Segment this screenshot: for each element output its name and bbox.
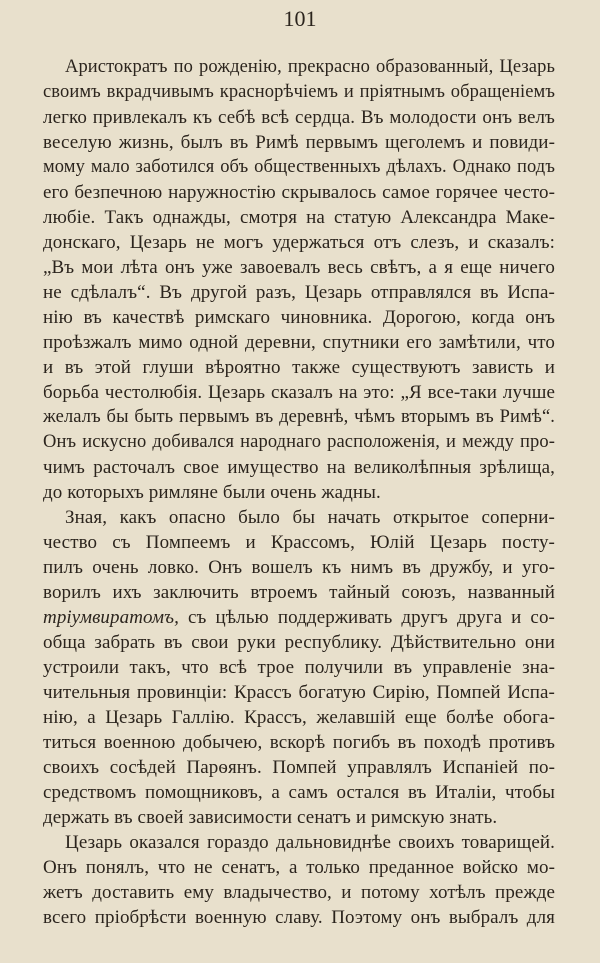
text-line: титься военною добычею, вскорѣ погибъ въ походѣ противъ: [43, 732, 555, 753]
text-line: желалъ бы быть первымъ въ деревнѣ, чѣмъ вторымъ въ Римѣ“.: [43, 407, 555, 427]
text-line: Аристократъ по рожденію, прекрасно образованный, Цезарь: [65, 57, 555, 77]
text-line: чимъ расточалъ свое имущество на великолѣпныя зрѣлища,: [43, 457, 555, 478]
text-line: Онъ искусно добивался народнаго расположенія, и между про-: [43, 432, 555, 452]
text-line: ворилъ ихъ заключить втроемъ тайный союзъ, названный: [43, 582, 555, 603]
text-line: Цезарь оказался гораздо дальновиднѣе своихъ товарищей.: [65, 832, 555, 853]
text-line: „Въ мои лѣта онъ уже завоевалъ весь свѣтъ, а я еще ничего: [43, 257, 555, 278]
text-line: мому мало заботился объ общественныхъ дѣлахъ. Однако подъ: [43, 157, 555, 177]
text-line: чество съ Помпеемъ и Крассомъ, Юлій Цезарь посту-: [43, 532, 555, 553]
text-line: донскаго, Цезарь не могъ удержаться отъ слезъ, и сказалъ:: [43, 232, 555, 253]
text-line: нію, а Цезарь Галлію. Крассъ, желавшій еще болѣе обога-: [43, 707, 555, 728]
text-line: жетъ доставить ему владычество, и потому хотѣлъ прежде: [43, 882, 555, 903]
text-line: своихъ сосѣдей Парѳянъ. Помпей управлялъ Испаніей по-: [43, 757, 555, 778]
text-line: пилъ очень ловко. Онъ вошелъ къ нимъ въ дружбу, и уго-: [43, 557, 555, 578]
italic-term: тріумвиратомъ,: [43, 607, 179, 628]
paragraph-2: [43, 505, 555, 830]
text-line: Онъ понялъ, что не сенатъ, а только преданное войско мо-: [43, 857, 555, 878]
text-line-rest: съ цѣлью поддерживать другъ друга и со-: [188, 607, 555, 628]
page-number: 101: [283, 6, 317, 31]
text-line: своимъ вкрадчивымъ краснорѣчіемъ и пріятнымъ обращеніемъ: [43, 82, 555, 102]
text-line: [43, 605, 555, 630]
text-line: борьба честолюбія. Цезарь сказалъ на это: „Я все-таки лучше: [43, 382, 555, 403]
text-line: чительныя провинціи: Крассъ богатую Сирію, Помпей Испа-: [43, 682, 555, 703]
text-line: нію въ качествѣ римскаго чиновника. Дорогою, когда онъ: [43, 307, 555, 328]
paragraph-1: [43, 55, 555, 505]
paragraph-3: [43, 830, 555, 930]
text-line: средствомъ помощниковъ, а самъ остался въ Италіи, чтобы: [43, 782, 555, 803]
text-line: его безпечною наружностію скрывалось самое горячее често-: [43, 182, 555, 203]
text-line: любіе. Такъ однажды, смотря на статую Александра Маке-: [43, 207, 555, 228]
text-line: легко привлекалъ къ себѣ всѣ сердца. Въ молодости онъ велъ: [43, 107, 555, 128]
text-line: всего пріобрѣсти военную славу. Поэтому онъ выбралъ для: [43, 907, 555, 928]
text-line: веселую жизнь, былъ въ Римѣ первымъ щеголемъ и повиди-: [43, 132, 555, 153]
text-line: Зная, какъ опасно было бы начать открытое соперни-: [65, 507, 555, 528]
text-line: не сдѣлалъ“. Въ другой разъ, Цезарь отправлялся въ Испа-: [43, 282, 555, 303]
text-line: устроили такъ, что всѣ трое получили въ управленіе зна-: [43, 657, 555, 678]
text-line: и въ этой глуши вѣроятно также существуютъ зависть и: [43, 357, 555, 378]
text-line: до которыхъ римляне были очень жадны.: [43, 482, 381, 503]
text-line: проѣзжалъ мимо одной деревни, спутники его замѣтили, что: [43, 332, 555, 353]
body-text: [43, 55, 555, 930]
text-line: обща забрать въ свои руки республику. Дѣйствительно они: [43, 632, 555, 653]
text-line: держать въ своей зависимости сенатъ и римскую знать.: [43, 807, 498, 828]
